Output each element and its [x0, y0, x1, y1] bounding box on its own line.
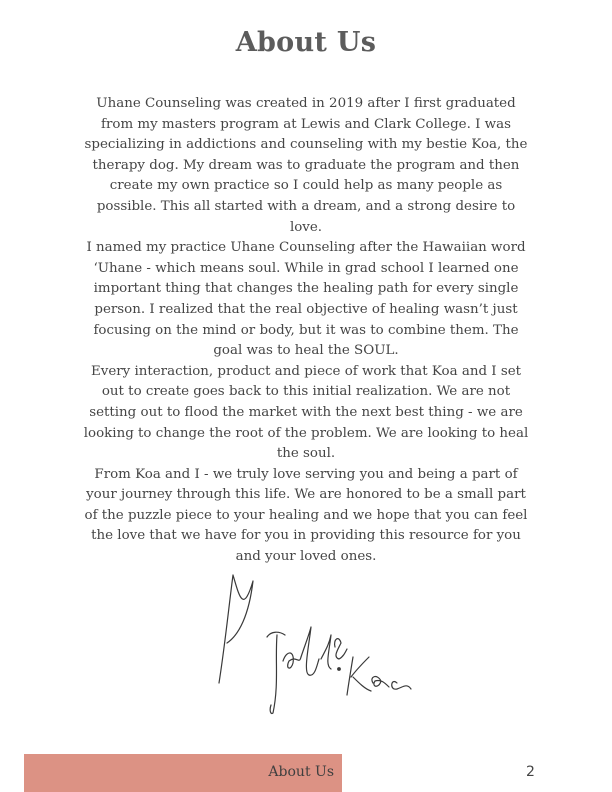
footer-section-label: About Us — [268, 764, 334, 780]
handwritten-signature — [205, 565, 425, 725]
about-body — [80, 94, 532, 568]
paragraph-name-meaning: I named my practice Uhane Counseling after the Hawaiian word ‘Uhane - which means soul. While in grad school I learned one important thing that changes the healing path for every single person. I realized that the real objective of healing wasn’t just focusing on the mind or body, but it was to combine them. The goal was to heal the SOUL. — [86, 240, 526, 359]
page-number: 2 — [526, 764, 535, 780]
footer-accent-bar — [24, 754, 342, 792]
page-title: About Us — [235, 27, 377, 58]
paragraph-mission: Every interaction, product and piece of work that Koa and I set out to create goes back to this initial realization. We are not setting out to flood the market with the next best thing - we are looking to change the root of the problem. We are looking to heal the soul. — [83, 363, 529, 462]
paragraph-origin: Uhane Counseling was created in 2019 after I first graduated from my masters program at Lewis and Clark College. I was specializing in addictions and counseling with my bestie Koa, the therapy dog. My dream was to graduate the program and then create my own practice so I could help as many people as possible. This all started with a dream, and a strong desire to love. — [84, 96, 528, 235]
paragraph-closing: From Koa and I - we truly love serving you and being a part of your journey through this life. We are honored to be a small part of the puzzle piece to your healing and we hope that you can feel the love that we have for you in providing this resource for you and your loved ones. — [84, 466, 528, 565]
signature-drawing — [205, 565, 425, 725]
